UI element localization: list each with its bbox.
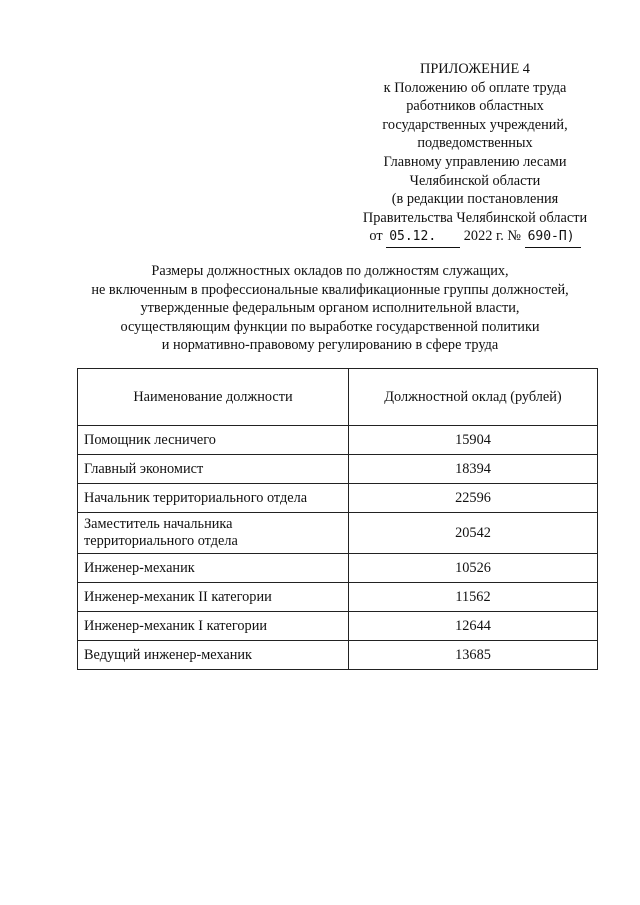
table-row: [78, 583, 598, 612]
table-row: [78, 641, 598, 670]
table-row: [78, 612, 598, 641]
position-name: Инженер-механик II категории: [78, 583, 349, 612]
salary-table: [77, 368, 598, 670]
salary-value: 10526: [349, 554, 598, 583]
position-name: [78, 513, 349, 554]
header-position-name: Наименование должности: [78, 369, 349, 426]
heading-line: осуществляющим функции по выработке государственной политики: [120, 318, 540, 335]
annex-line: подведомственных: [417, 135, 533, 152]
salary-value: 15904: [349, 426, 598, 455]
annex-line: Главному управлению лесами: [383, 153, 567, 170]
annex-block: [330, 60, 620, 248]
table-row: [78, 426, 598, 455]
salary-value: 18394: [349, 455, 598, 484]
position-name: Помощник лесничего: [78, 426, 349, 455]
year-text: 2022 г. №: [463, 228, 521, 245]
table-row: [78, 554, 598, 583]
date-prefix: от: [369, 228, 383, 245]
heading-line: Размеры должностных окладов по должностям служащих,: [151, 263, 509, 279]
position-name-line: Заместитель начальника: [84, 516, 233, 532]
position-name: Инженер-механик I категории: [78, 612, 349, 641]
position-name: Ведущий инженер-механик: [78, 641, 349, 670]
position-name-line: территориального отдела: [84, 533, 238, 549]
heading-line: утвержденные федеральным органом исполнительной власти,: [140, 300, 520, 317]
annex-line: Челябинской области: [409, 172, 541, 189]
annex-title: ПРИЛОЖЕНИЕ 4: [420, 61, 530, 77]
annex-line: Правительства Челябинской области: [362, 209, 588, 226]
document-heading: [60, 262, 600, 355]
annex-line: к Положению об оплате труда: [383, 79, 567, 96]
header-salary: Должностной оклад (рублей): [349, 369, 598, 426]
salary-value: 13685: [349, 641, 598, 670]
position-name: Инженер-механик: [78, 554, 349, 583]
heading-line: не включенным в профессиональные квалификационные группы должностей,: [91, 281, 569, 298]
heading-line: и нормативно-правовому регулированию в сфере труда: [161, 337, 499, 354]
resolution-number: 690-П): [525, 228, 581, 248]
annex-date-line: [330, 227, 620, 248]
date-value: 05.12.: [386, 228, 460, 248]
position-name: Главный экономист: [78, 455, 349, 484]
annex-line: (в редакции постановления: [391, 191, 559, 208]
salary-value: 20542: [349, 513, 598, 554]
table-row: [78, 513, 598, 554]
table-row: [78, 484, 598, 513]
annex-line: государственных учреждений,: [382, 116, 568, 133]
table-header-row: [78, 369, 598, 426]
salary-value: 11562: [349, 583, 598, 612]
position-name: Начальник территориального отдела: [78, 484, 349, 513]
salary-value: 22596: [349, 484, 598, 513]
salary-value: 12644: [349, 612, 598, 641]
annex-line: работников областных: [406, 98, 544, 115]
table-row: [78, 455, 598, 484]
